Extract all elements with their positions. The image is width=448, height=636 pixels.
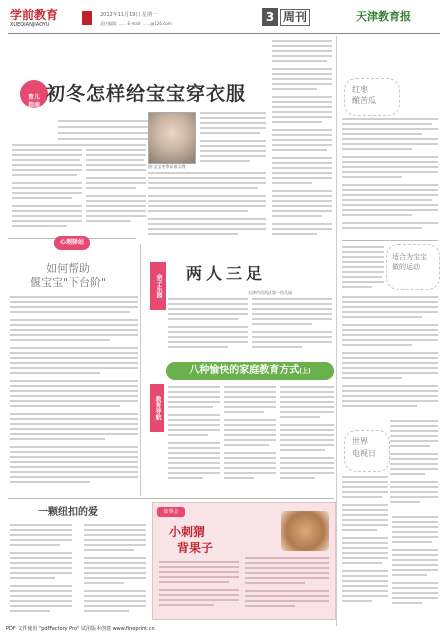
masthead-left (8, 8, 96, 30)
brand-left-title: 学前教育 (10, 8, 59, 22)
child-photo (148, 112, 196, 164)
story-text-col-1 (159, 561, 239, 615)
header-editor: 责任编辑: ...... E-mail: ......@126.com (100, 21, 172, 26)
right-col-text-4 (390, 420, 438, 512)
right-col-text-2 (342, 246, 384, 294)
page-number: 3 (265, 10, 275, 24)
article-center-col-top (200, 112, 266, 168)
right-col-text-5 (342, 476, 388, 616)
right-col-text-6 (392, 516, 438, 616)
right-title-2: 适合为宝宝 做的运动 (392, 253, 427, 271)
photo-caption: 图:宝宝冬季穿着示例 (148, 164, 186, 169)
brand-right: 天津教育报 (356, 10, 411, 23)
article-center-col (148, 172, 266, 244)
feature-left-text (10, 296, 138, 492)
story-image (281, 511, 329, 551)
page-number-box (262, 8, 278, 26)
right-title-3: 世界 电视日 (352, 437, 376, 458)
page-tag: 周刊 (280, 9, 310, 26)
right-col-text-1 (342, 118, 438, 236)
story-text-col-2 (245, 557, 329, 615)
header-rule (8, 33, 440, 34)
band-title: 八种愉快的家庭教育方式 (189, 365, 300, 376)
story-title-2: 背果子 (177, 541, 214, 555)
band-text-col-2 (224, 386, 276, 492)
feature-left-badge (54, 236, 90, 250)
right-col-text-3 (342, 296, 438, 416)
band-text-col-1 (168, 386, 220, 492)
divider-v-left (140, 244, 141, 496)
story-tag-text: 故事会 (163, 509, 179, 515)
right-divider-1 (342, 240, 438, 241)
seal-text: 育儿 指南 (27, 94, 40, 109)
brand-left-en: XUEQIANJIAOYU (10, 22, 50, 28)
feature-left-badge-text: 心理驿站 (59, 239, 84, 246)
bottom-divider (8, 498, 334, 499)
header-tag-box (82, 11, 92, 25)
band-title-suffix: (上) (299, 368, 311, 375)
center-text-col-2 (252, 298, 332, 358)
side-label-text: 教育导航 (154, 396, 161, 420)
feature-left-title: 如何帮助 偃宝宝"下台阶" (30, 262, 107, 289)
center-title: 两人三足 (186, 264, 267, 283)
story-box (152, 502, 336, 620)
band-title-bar (166, 362, 334, 380)
header-date: 2012年11月19日 星期一 (100, 12, 158, 18)
seal-badge (20, 80, 48, 108)
article-left-col-2 (86, 144, 146, 232)
band-text-col-3 (280, 386, 334, 492)
masthead-right (262, 6, 442, 30)
divider-v-1 (336, 36, 337, 626)
main-title: 初冬怎样给宝宝穿衣服 (46, 83, 247, 105)
bottom-left-text (10, 524, 146, 618)
side-label (150, 384, 164, 432)
story-tag (157, 507, 185, 517)
footer-watermark: PDF 文件使用 "pdfFactory Pro" 试用版本创建 www.fineprint.cn (6, 626, 155, 632)
article-right-of-center (272, 40, 332, 240)
center-text-col-1 (168, 298, 248, 358)
story-title-1: 小刺猬 (169, 525, 206, 539)
article-left-col (12, 144, 82, 232)
center-band-label (150, 262, 166, 310)
center-band-label-text: 亲子乐园 (155, 274, 162, 298)
center-author: 天津市河西区第一幼儿园 (248, 290, 292, 295)
bottom-left-title: 一颗纽扣的爱 (38, 507, 98, 518)
right-title-1: 红枣 酿苦瓜 (352, 85, 376, 105)
